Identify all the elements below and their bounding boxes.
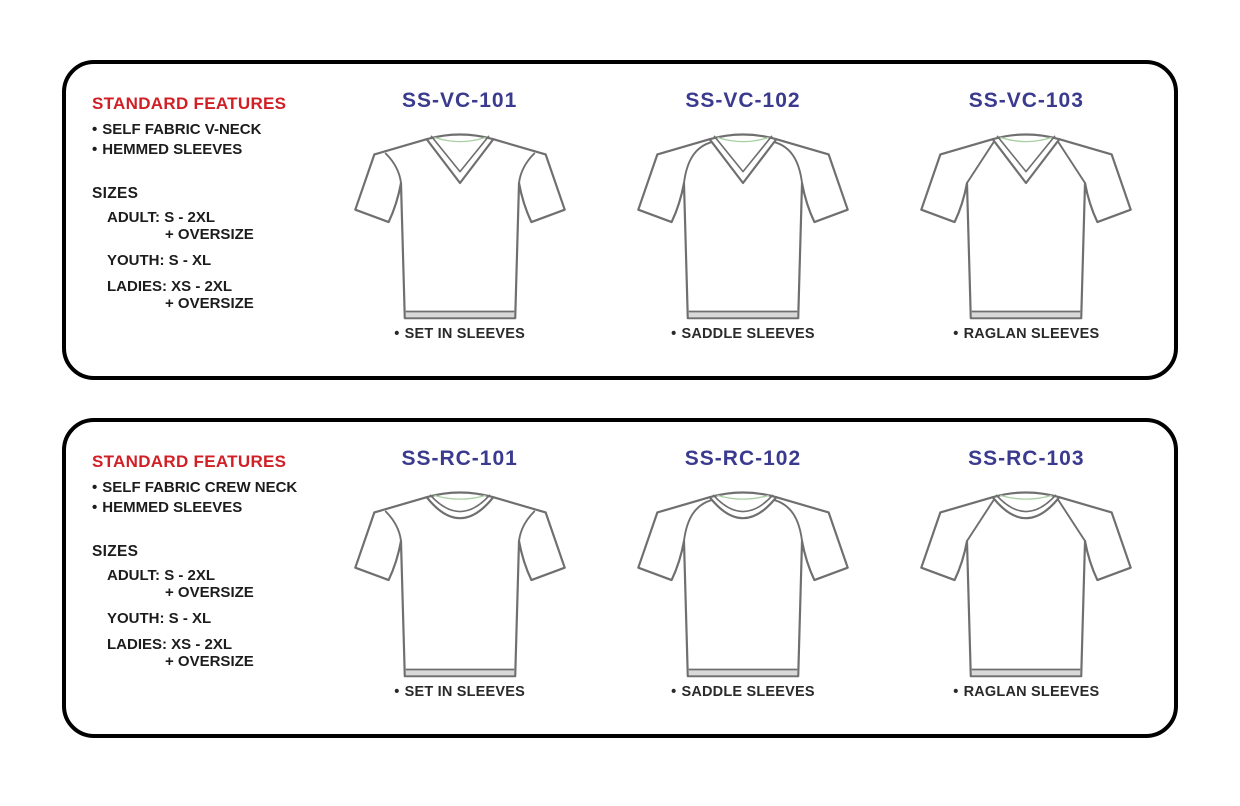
product-ss-vc-103 bbox=[885, 64, 1168, 376]
product-caption bbox=[394, 326, 525, 342]
feature-item bbox=[92, 141, 318, 158]
product-ss-vc-101 bbox=[318, 64, 601, 376]
caption-text: RAGLAN SLEEVES bbox=[963, 684, 1100, 700]
size-group-adult bbox=[92, 567, 318, 601]
feature-item bbox=[92, 479, 318, 496]
product-code: SS-RC-102 bbox=[684, 447, 802, 470]
caption-text: SET IN SLEEVES bbox=[404, 326, 526, 342]
shirt-illustration-raglan-vneck bbox=[898, 124, 1154, 322]
size-extra: + OVERSIZE bbox=[165, 226, 254, 243]
shirt-illustration-set-in-vneck bbox=[332, 124, 588, 322]
product-caption bbox=[394, 684, 525, 700]
shirt-illustration-saddle-vneck bbox=[615, 124, 871, 322]
feature-item bbox=[92, 121, 318, 138]
features-title: STANDARD FEATURES bbox=[92, 452, 287, 471]
size-line: YOUTH: S - XL bbox=[107, 610, 212, 627]
product-code: SS-VC-102 bbox=[685, 89, 801, 112]
shirt-illustration-set-in-crew bbox=[332, 482, 588, 680]
bullet-icon: • bbox=[394, 684, 400, 700]
shirt-illustration-raglan-crew bbox=[898, 482, 1154, 680]
size-line: LADIES: XS - 2XL bbox=[107, 278, 233, 295]
size-line: ADULT: S - 2XL bbox=[107, 209, 216, 226]
shirt-illustration-saddle-crew bbox=[615, 482, 871, 680]
product-caption bbox=[953, 326, 1099, 342]
product-caption bbox=[671, 684, 815, 700]
caption-text: RAGLAN SLEEVES bbox=[963, 326, 1100, 342]
panel-vneck-series bbox=[62, 60, 1178, 380]
size-group-adult bbox=[92, 209, 318, 243]
product-ss-rc-101 bbox=[318, 422, 601, 734]
size-extra: + OVERSIZE bbox=[165, 584, 254, 601]
size-group-ladies bbox=[92, 636, 318, 670]
product-row bbox=[318, 422, 1174, 734]
feature-item bbox=[92, 499, 318, 516]
size-line: LADIES: XS - 2XL bbox=[107, 636, 233, 653]
product-ss-vc-102 bbox=[601, 64, 884, 376]
size-extra: + OVERSIZE bbox=[165, 295, 254, 312]
size-extra: + OVERSIZE bbox=[165, 653, 254, 670]
bullet-icon: • bbox=[953, 684, 959, 700]
panel-crewneck-series bbox=[62, 418, 1178, 738]
bullet-icon: • bbox=[92, 121, 98, 138]
size-line: YOUTH: S - XL bbox=[107, 252, 212, 269]
caption-text: SADDLE SLEEVES bbox=[681, 684, 815, 700]
size-group-youth bbox=[92, 252, 318, 269]
bullet-icon: • bbox=[394, 326, 400, 342]
product-code: SS-RC-103 bbox=[968, 447, 1085, 470]
product-caption bbox=[671, 326, 815, 342]
size-group-youth bbox=[92, 610, 318, 627]
feature-text: SELF FABRIC CREW NECK bbox=[102, 479, 298, 496]
info-column bbox=[66, 422, 318, 734]
bullet-icon: • bbox=[671, 326, 677, 342]
feature-text: HEMMED SLEEVES bbox=[102, 499, 243, 516]
caption-text: SET IN SLEEVES bbox=[404, 684, 526, 700]
bullet-icon: • bbox=[92, 499, 98, 516]
bullet-icon: • bbox=[953, 326, 959, 342]
feature-text: SELF FABRIC V-NECK bbox=[102, 121, 262, 138]
features-title: STANDARD FEATURES bbox=[92, 94, 287, 113]
product-row bbox=[318, 64, 1174, 376]
bullet-icon: • bbox=[671, 684, 677, 700]
bullet-icon: • bbox=[92, 141, 98, 158]
product-code: SS-VC-101 bbox=[402, 89, 518, 112]
product-caption bbox=[953, 684, 1099, 700]
product-ss-rc-102 bbox=[601, 422, 884, 734]
info-column bbox=[66, 64, 318, 376]
bullet-icon: • bbox=[92, 479, 98, 496]
product-ss-rc-103 bbox=[885, 422, 1168, 734]
caption-text: SADDLE SLEEVES bbox=[681, 326, 815, 342]
product-code: SS-RC-101 bbox=[401, 447, 518, 470]
product-code: SS-VC-103 bbox=[968, 89, 1084, 112]
size-group-ladies bbox=[92, 278, 318, 312]
feature-text: HEMMED SLEEVES bbox=[102, 141, 243, 158]
sizes-title: SIZES bbox=[92, 185, 139, 202]
size-line: ADULT: S - 2XL bbox=[107, 567, 216, 584]
sizes-title: SIZES bbox=[92, 543, 139, 560]
